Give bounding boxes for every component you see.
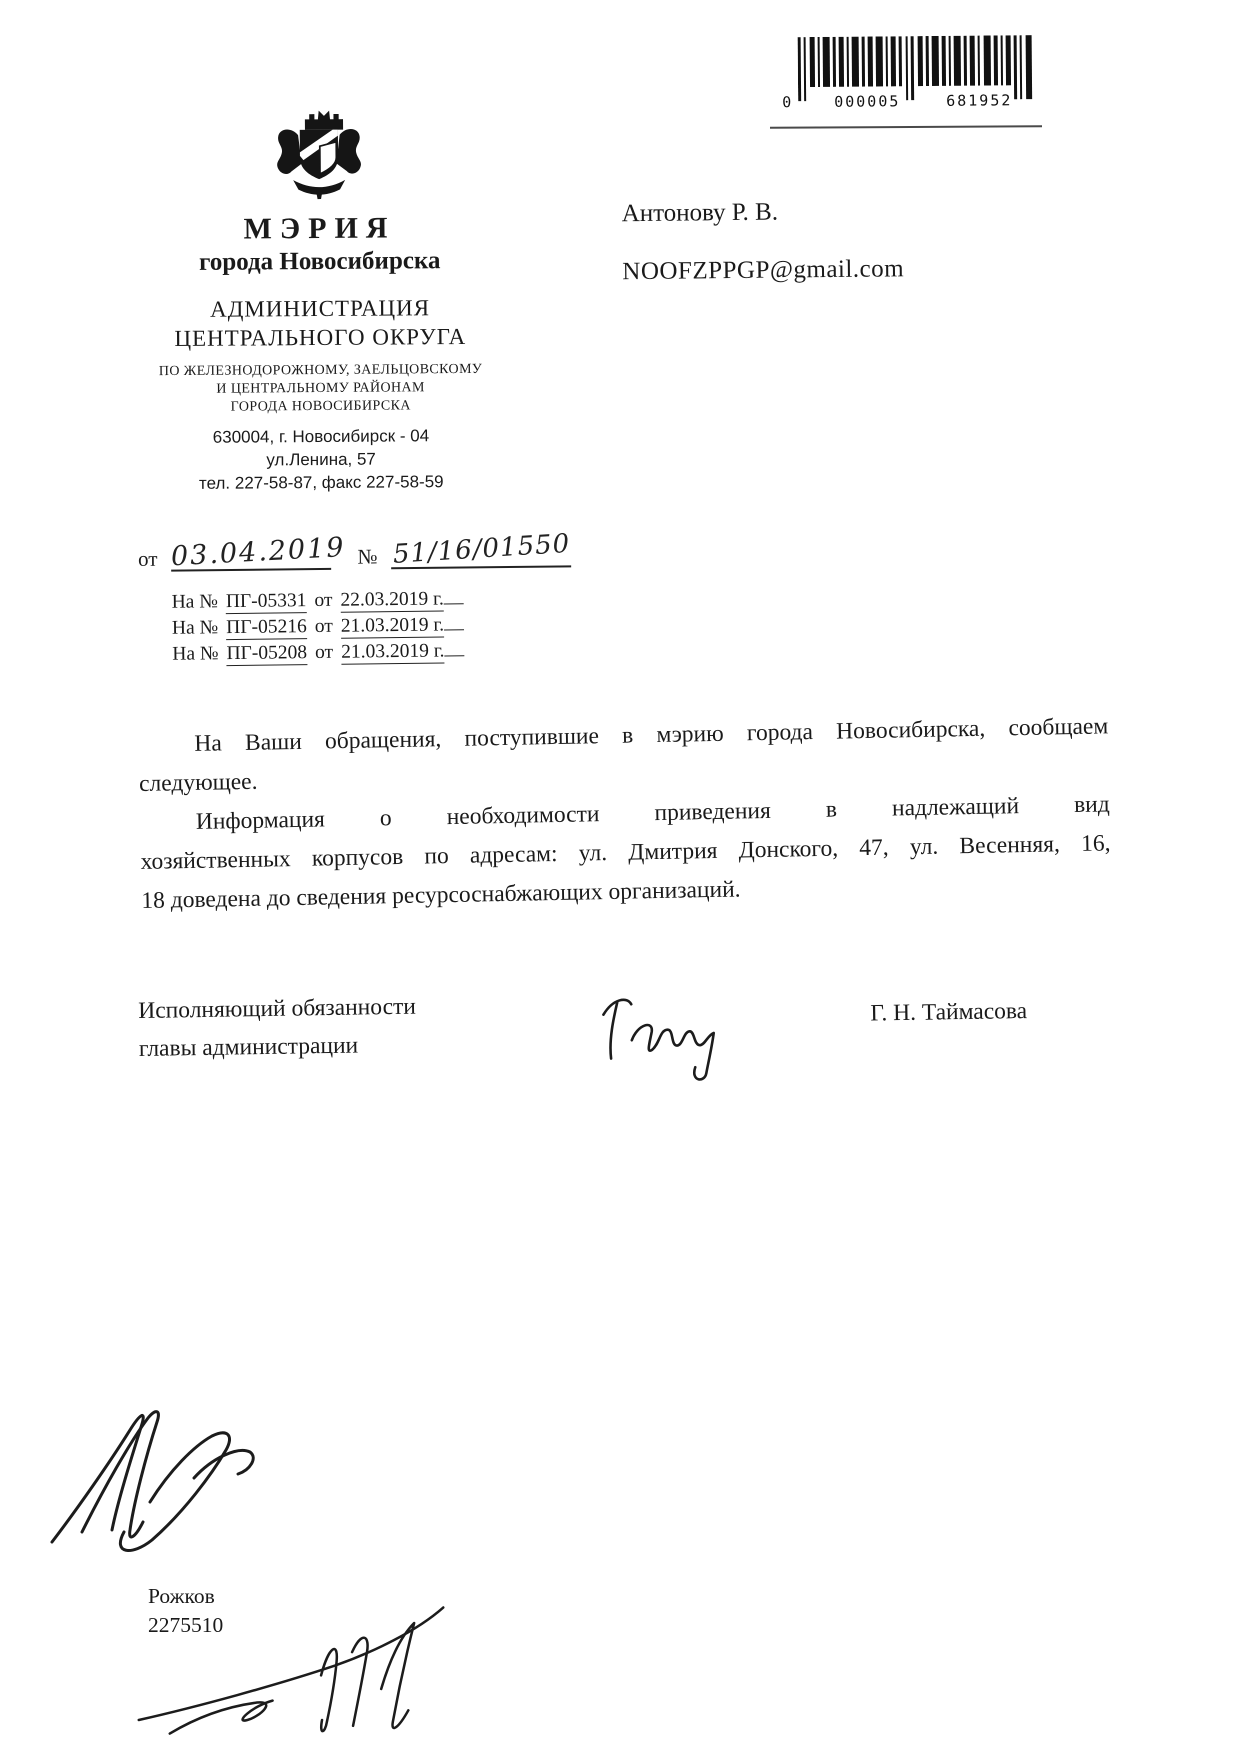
ref-date: 21.03.2019 г.: [340, 614, 445, 637]
incoming-references: [172, 588, 465, 670]
body-p2-line1: Информация о необходимости приведения в надлежащий вид: [195, 791, 1110, 835]
ref-underline-tail: [444, 589, 464, 604]
org-title-1: МЭРИЯ: [243, 211, 396, 246]
ref-ot-label: от: [314, 641, 334, 664]
org-address-3: тел. 227-58-87, факс 227-58-59: [198, 472, 444, 493]
body-p2-line3: 18 доведена до сведения ресурсоснабжающих организаций.: [141, 876, 741, 914]
org-title-2: города Новосибирска: [198, 247, 441, 276]
signature-taymasova-icon: [568, 983, 740, 1096]
executor-phone: 2275510: [148, 1613, 224, 1637]
ref-underline-tail: [444, 641, 464, 656]
ref-prefix: На №: [171, 617, 219, 639]
ref-ot-label: от: [314, 615, 333, 638]
novosibirsk-coat-of-arms-icon: [267, 104, 372, 205]
ref-date: 21.03.2019 г.: [341, 640, 445, 663]
signer-position-line1: Исполняющий обязанности: [138, 993, 417, 1024]
ref-number: ПГ-05216: [226, 616, 307, 639]
outgoing-number-label: №: [357, 544, 378, 569]
letterhead: [109, 103, 532, 495]
org-district-3: ГОРОДА НОВОСИБИРСКА: [230, 398, 411, 415]
barcode-digit-group: 681952: [946, 91, 1013, 110]
outgoing-date-label: от: [137, 546, 158, 571]
barcode-digit-group: 0: [782, 93, 794, 112]
signer-name: Г. Н. Таймасова: [870, 998, 1028, 1027]
outgoing-number-field: [391, 528, 571, 570]
signer-position-line2: главы администрации: [138, 1032, 359, 1062]
ref-underline-tail: [444, 615, 464, 630]
reference-line: [172, 614, 464, 640]
org-address-2: ул.Ленина, 57: [266, 449, 376, 470]
org-dept-2: ЦЕНТРАЛЬНОГО ОКРУГА: [174, 323, 467, 352]
ref-number: ПГ-05331: [225, 590, 307, 613]
ref-prefix: На №: [171, 591, 219, 613]
recipient-email: NOOFZPPGP@gmail.com: [622, 255, 905, 286]
body-p1-line2: следующее.: [138, 768, 258, 797]
org-dept-1: АДМИНИСТРАЦИЯ: [209, 295, 431, 322]
body-p2-line2: хозяйственных корпусов по адресам: ул. Дмитрия Донского, 47, ул. Весенняя, 16,: [140, 830, 1111, 875]
outgoing-date-field: [170, 531, 347, 573]
org-district-2: И ЦЕНТРАЛЬНОМУ РАЙОНАМ: [216, 380, 425, 397]
recipient-block: [622, 196, 1043, 286]
ref-date: 22.03.2019 г.: [340, 588, 444, 611]
barcode: [782, 35, 1059, 129]
recipient-name: Антонову Р. В.: [621, 198, 779, 228]
reference-line: [172, 588, 464, 614]
barcode-digit-group: 000005: [834, 92, 901, 111]
reference-line: [172, 640, 464, 666]
signature-scrawl-icon: [126, 1592, 456, 1752]
ref-number: ПГ-05208: [226, 642, 308, 665]
ref-ot-label: от: [314, 589, 333, 612]
signature-block: [138, 977, 1110, 1122]
outgoing-date-handwritten: 03.04.2019: [170, 531, 347, 573]
ref-prefix: На №: [172, 643, 219, 665]
org-address-1: 630004, г. Новосибирск - 04: [212, 426, 430, 447]
barcode-digits: [782, 91, 1058, 112]
org-district-1: ПО ЖЕЛЕЗНОДОРОЖНОМУ, ЗАЕЛЬЦОВСКОМУ: [158, 361, 483, 380]
body-p1-line1: На Ваши обращения, поступившие в мэрию города Новосибирска, сообщаем: [194, 713, 1109, 757]
outgoing-ref-line: [137, 528, 698, 573]
outgoing-number-handwritten: 51/16/01550: [391, 528, 571, 570]
executor-name: Рожков: [148, 1584, 215, 1608]
signature-rozhkov-icon: [46, 1374, 276, 1574]
letter-body: [138, 707, 1112, 921]
